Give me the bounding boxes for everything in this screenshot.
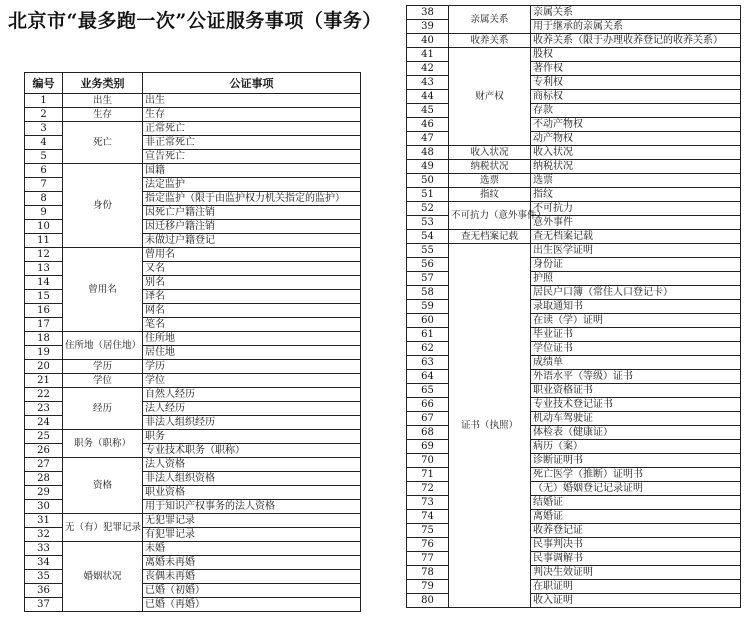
header-row xyxy=(25,73,361,94)
item-name: 正常死亡 xyxy=(143,122,361,136)
item-name: 身份证 xyxy=(531,258,741,272)
table-row xyxy=(407,202,741,216)
category-cell: 曾用名 xyxy=(63,248,143,332)
item-number: 66 xyxy=(407,398,449,412)
item-number: 76 xyxy=(407,538,449,552)
item-name: 用于知识产权事务的法人资格 xyxy=(143,500,361,514)
item-number: 1 xyxy=(25,94,63,108)
item-number: 27 xyxy=(25,458,63,472)
item-name: 指纹 xyxy=(531,188,741,202)
item-name: 已婚（初婚） xyxy=(143,584,361,598)
category-cell: 证书（执照） xyxy=(449,244,531,608)
table-row xyxy=(25,122,361,136)
item-number: 4 xyxy=(25,136,63,150)
item-name: 别名 xyxy=(143,276,361,290)
item-number: 46 xyxy=(407,118,449,132)
item-name: 有犯罪记录 xyxy=(143,528,361,542)
item-number: 73 xyxy=(407,496,449,510)
item-number: 16 xyxy=(25,304,63,318)
item-number: 62 xyxy=(407,342,449,356)
item-number: 35 xyxy=(25,570,63,584)
item-number: 30 xyxy=(25,500,63,514)
item-number: 3 xyxy=(25,122,63,136)
category-cell: 选票 xyxy=(449,174,531,188)
category-cell: 生存 xyxy=(63,108,143,122)
item-name: 病历（案） xyxy=(531,440,741,454)
item-name: 因迁移户籍注销 xyxy=(143,220,361,234)
item-name: 不动产物权 xyxy=(531,118,741,132)
item-name: 选票 xyxy=(531,174,741,188)
item-name: 意外事件 xyxy=(531,216,741,230)
table-row xyxy=(407,48,741,62)
item-name: 法人经历 xyxy=(143,402,361,416)
category-cell: 资格 xyxy=(63,458,143,514)
item-number: 41 xyxy=(407,48,449,62)
item-number: 80 xyxy=(407,594,449,608)
item-number: 54 xyxy=(407,230,449,244)
item-name: 民事调解书 xyxy=(531,552,741,566)
item-number: 60 xyxy=(407,314,449,328)
item-number: 20 xyxy=(25,360,63,374)
table-row xyxy=(25,332,361,346)
item-name: 居民户口簿（常住人口登记卡） xyxy=(531,286,741,300)
item-number: 49 xyxy=(407,160,449,174)
item-name: 收养登记证 xyxy=(531,524,741,538)
header-num: 编号 xyxy=(25,73,63,94)
item-name: 自然人经历 xyxy=(143,388,361,402)
item-name: 丧偶未再婚 xyxy=(143,570,361,584)
table-row xyxy=(407,174,741,188)
table-row xyxy=(25,248,361,262)
item-number: 78 xyxy=(407,566,449,580)
table-row xyxy=(407,34,741,48)
table-row xyxy=(25,542,361,556)
item-name: 收入证明 xyxy=(531,594,741,608)
item-number: 36 xyxy=(25,584,63,598)
item-name: 毕业证书 xyxy=(531,328,741,342)
category-cell: 经历 xyxy=(63,388,143,430)
item-number: 25 xyxy=(25,430,63,444)
item-name: 居住地 xyxy=(143,346,361,360)
item-name: 出生 xyxy=(143,94,361,108)
item-number: 39 xyxy=(407,20,449,34)
header-item: 公证事项 xyxy=(143,73,361,94)
table-row xyxy=(25,388,361,402)
item-name: 查无档案记载 xyxy=(531,230,741,244)
item-name: 职务 xyxy=(143,430,361,444)
item-name: 学位证书 xyxy=(531,342,741,356)
category-cell: 亲属关系 xyxy=(449,6,531,34)
table-row xyxy=(25,360,361,374)
item-number: 12 xyxy=(25,248,63,262)
item-name: 外语水平（等级）证书 xyxy=(531,370,741,384)
item-name: 学历 xyxy=(143,360,361,374)
item-number: 7 xyxy=(25,178,63,192)
item-name: 曾用名 xyxy=(143,248,361,262)
item-number: 9 xyxy=(25,206,63,220)
item-name: 商标权 xyxy=(531,90,741,104)
category-cell: 查无档案记载 xyxy=(449,230,531,244)
item-name: 译名 xyxy=(143,290,361,304)
table-row xyxy=(407,244,741,258)
item-name: 笔名 xyxy=(143,318,361,332)
item-name: 股权 xyxy=(531,48,741,62)
item-number: 34 xyxy=(25,556,63,570)
item-number: 15 xyxy=(25,290,63,304)
category-cell: 婚姻状况 xyxy=(63,542,143,612)
item-number: 72 xyxy=(407,482,449,496)
item-name: 住所地 xyxy=(143,332,361,346)
item-name: 著作权 xyxy=(531,62,741,76)
item-name: 非法人组织经历 xyxy=(143,416,361,430)
table-row xyxy=(25,458,361,472)
item-number: 10 xyxy=(25,220,63,234)
item-number: 69 xyxy=(407,440,449,454)
item-name: 用于继承的亲属关系 xyxy=(531,20,741,34)
item-number: 13 xyxy=(25,262,63,276)
item-number: 45 xyxy=(407,104,449,118)
category-cell: 死亡 xyxy=(63,122,143,164)
table-row xyxy=(25,374,361,388)
item-name: 死亡医学（推断）证明书 xyxy=(531,468,741,482)
item-number: 6 xyxy=(25,164,63,178)
item-number: 71 xyxy=(407,468,449,482)
item-name: 成绩单 xyxy=(531,356,741,370)
item-name: 录取通知书 xyxy=(531,300,741,314)
item-number: 48 xyxy=(407,146,449,160)
item-number: 68 xyxy=(407,426,449,440)
category-cell: 住所地（居住地） xyxy=(63,332,143,360)
item-name: 专业技术职务（职称） xyxy=(143,444,361,458)
item-name: 无犯罪记录 xyxy=(143,514,361,528)
item-number: 63 xyxy=(407,356,449,370)
item-name: 职业资格证书 xyxy=(531,384,741,398)
item-number: 56 xyxy=(407,258,449,272)
category-cell: 指纹 xyxy=(449,188,531,202)
table-row xyxy=(25,430,361,444)
item-number: 61 xyxy=(407,328,449,342)
item-number: 75 xyxy=(407,524,449,538)
item-name: 民事判决书 xyxy=(531,538,741,552)
item-name: 国籍 xyxy=(143,164,361,178)
item-number: 19 xyxy=(25,346,63,360)
item-number: 70 xyxy=(407,454,449,468)
item-name: 护照 xyxy=(531,272,741,286)
item-number: 51 xyxy=(407,188,449,202)
item-number: 38 xyxy=(407,6,449,20)
category-cell: 出生 xyxy=(63,94,143,108)
item-name: 网名 xyxy=(143,304,361,318)
table-row xyxy=(407,160,741,174)
item-number: 18 xyxy=(25,332,63,346)
item-name: 诊断证明书 xyxy=(531,454,741,468)
item-name: 专利权 xyxy=(531,76,741,90)
category-cell: 财产权 xyxy=(449,48,531,146)
item-name: 法定监护 xyxy=(143,178,361,192)
category-cell: 职务（职称） xyxy=(63,430,143,458)
item-number: 67 xyxy=(407,412,449,426)
table-row xyxy=(25,514,361,528)
item-number: 44 xyxy=(407,90,449,104)
item-name: 存款 xyxy=(531,104,741,118)
item-name: 非法人组织资格 xyxy=(143,472,361,486)
item-name: 收入状况 xyxy=(531,146,741,160)
item-name: 非正常死亡 xyxy=(143,136,361,150)
item-number: 43 xyxy=(407,76,449,90)
table-row xyxy=(25,108,361,122)
item-name: 不可抗力 xyxy=(531,202,741,216)
category-cell: 学位 xyxy=(63,374,143,388)
item-number: 50 xyxy=(407,174,449,188)
category-cell: 不可抗力（意外事件） xyxy=(449,202,531,230)
item-number: 33 xyxy=(25,542,63,556)
item-number: 21 xyxy=(25,374,63,388)
category-cell: 收养关系 xyxy=(449,34,531,48)
item-name: 在职证明 xyxy=(531,580,741,594)
item-name: 机动车驾驶证 xyxy=(531,412,741,426)
item-name: 专业技术登记证书 xyxy=(531,398,741,412)
item-number: 74 xyxy=(407,510,449,524)
item-name: （无）婚姻登记记录证明 xyxy=(531,482,741,496)
item-name: 学位 xyxy=(143,374,361,388)
item-number: 29 xyxy=(25,486,63,500)
category-cell: 无（有）犯罪记录 xyxy=(63,514,143,542)
item-number: 37 xyxy=(25,598,63,612)
item-name: 指定监护（限于由监护权力机关指定的监护） xyxy=(143,192,361,206)
item-name: 因死亡户籍注销 xyxy=(143,206,361,220)
category-cell: 收入状况 xyxy=(449,146,531,160)
item-name: 判决生效证明 xyxy=(531,566,741,580)
item-number: 28 xyxy=(25,472,63,486)
right-table xyxy=(406,5,741,608)
table-row xyxy=(25,164,361,178)
item-number: 8 xyxy=(25,192,63,206)
item-name: 出生医学证明 xyxy=(531,244,741,258)
item-number: 55 xyxy=(407,244,449,258)
item-name: 结婚证 xyxy=(531,496,741,510)
item-number: 26 xyxy=(25,444,63,458)
item-name: 在读（学）证明 xyxy=(531,314,741,328)
page-title: 北京市“最多跑一次”公证服务事项（事务） xyxy=(8,10,382,32)
item-name: 亲属关系 xyxy=(531,6,741,20)
item-number: 52 xyxy=(407,202,449,216)
table-row xyxy=(407,230,741,244)
item-name: 生存 xyxy=(143,108,361,122)
item-number: 40 xyxy=(407,34,449,48)
item-name: 未做过户籍登记 xyxy=(143,234,361,248)
item-number: 2 xyxy=(25,108,63,122)
item-number: 64 xyxy=(407,370,449,384)
item-number: 53 xyxy=(407,216,449,230)
left-table xyxy=(24,72,361,612)
item-name: 未婚 xyxy=(143,542,361,556)
item-number: 31 xyxy=(25,514,63,528)
item-name: 离婚证 xyxy=(531,510,741,524)
item-number: 32 xyxy=(25,528,63,542)
item-number: 59 xyxy=(407,300,449,314)
item-name: 离婚未再婚 xyxy=(143,556,361,570)
item-number: 79 xyxy=(407,580,449,594)
header-category: 业务类别 xyxy=(63,73,143,94)
item-number: 47 xyxy=(407,132,449,146)
item-number: 17 xyxy=(25,318,63,332)
item-number: 58 xyxy=(407,286,449,300)
item-number: 42 xyxy=(407,62,449,76)
item-name: 纳税状况 xyxy=(531,160,741,174)
item-name: 法人资格 xyxy=(143,458,361,472)
item-name: 动产物权 xyxy=(531,132,741,146)
category-cell: 纳税状况 xyxy=(449,160,531,174)
category-cell: 身份 xyxy=(63,164,143,248)
item-number: 57 xyxy=(407,272,449,286)
item-name: 收养关系（限于办理收养登记的收养关系） xyxy=(531,34,741,48)
item-number: 22 xyxy=(25,388,63,402)
item-name: 宣告死亡 xyxy=(143,150,361,164)
table-row xyxy=(407,6,741,20)
item-name: 职业资格 xyxy=(143,486,361,500)
table-row xyxy=(25,94,361,108)
item-number: 23 xyxy=(25,402,63,416)
item-name: 又名 xyxy=(143,262,361,276)
item-number: 24 xyxy=(25,416,63,430)
category-cell: 学历 xyxy=(63,360,143,374)
item-number: 65 xyxy=(407,384,449,398)
item-number: 14 xyxy=(25,276,63,290)
table-row xyxy=(407,188,741,202)
item-name: 体检表（健康证） xyxy=(531,426,741,440)
item-number: 77 xyxy=(407,552,449,566)
table-row xyxy=(407,146,741,160)
item-name: 已婚（再婚） xyxy=(143,598,361,612)
item-number: 5 xyxy=(25,150,63,164)
item-number: 11 xyxy=(25,234,63,248)
